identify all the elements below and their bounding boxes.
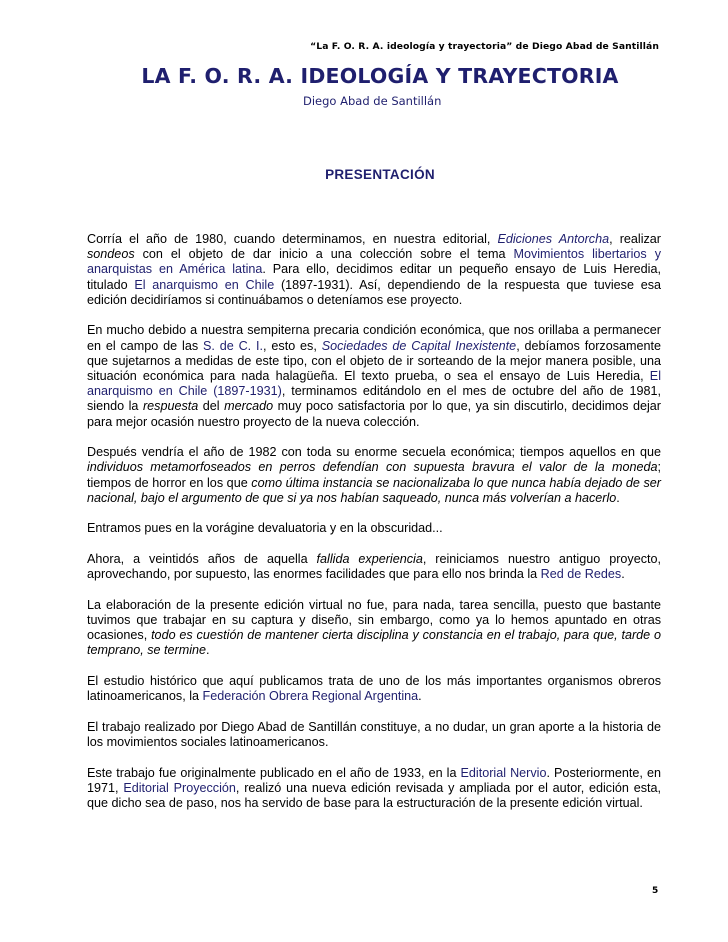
link[interactable]: S. de C. I. (202, 338, 264, 353)
link[interactable]: Federación Obrera Regional Argentina (202, 689, 419, 704)
text-run: ; tiempos de horror en los que (87, 460, 661, 490)
link[interactable]: El anarquismo en Chile (134, 277, 275, 292)
emphasis: mercado (224, 399, 274, 414)
paragraph (87, 598, 661, 659)
text-run: muy poco satisfactoria por lo que, ya sin discutirlo, decidimos dejar para mejor ocasión nuestro proyecto de la nueva colección. (87, 399, 661, 429)
document-title: LA F. O. R. A. IDEOLOGÍA Y TRAYECTORIA (141, 64, 619, 88)
document-author: Diego Abad de Santillán (303, 94, 442, 108)
text-run: Corría el año de 1980, cuando determinamos, en nuestra editorial, (87, 232, 498, 246)
text-run: La elaboración de la presente edición virtual no fue, para nada, tarea sencilla, puesto que bastante tuvimos que trabajar en su captura y diseño, sin embargo, como ya lo hemos apuntado en otras ocasiones, (87, 597, 661, 643)
text-run: El trabajo realizado por Diego Abad de Santillán constituye, a no dudar, un gran aporte a la historia de los movimientos sociales latinoamericanos. (87, 719, 661, 750)
text-run: (1897-1931). Así, dependiendo de la respuesta que tuviese esa edición decidiríamos si continuábamos o deteníamos ese proyecto. (87, 277, 661, 307)
emphasis: como última instancia se nacionalizaba lo que nunca había dejado de ser nacional, bajo el argumento de que si ya nos habían saqueado, nunca más volverían a hacerlo (87, 475, 661, 505)
text-run: . (418, 689, 422, 704)
text-run: , esto es, (263, 338, 322, 353)
text-run: En mucho debido a nuestra sempiterna precaria condición económica, que nos orillaba a permanecer en el campo de las (87, 323, 661, 353)
text-run: , realizó una nueva edición revisada y ampliada por el autor, edición esta, que dicho sea de paso, nos ha servido de base para la estructuración de la presente edición virtual. (87, 780, 661, 811)
running-header: “La F. O. R. A. ideología y trayectoria” de Diego Abad de Santillán (310, 41, 659, 52)
paragraph (87, 552, 661, 582)
text-run: , realizar (609, 232, 661, 246)
link[interactable]: Sociedades de Capital Inexistente (321, 338, 517, 353)
section-heading: PRESENTACIÓN (325, 167, 435, 182)
text-run: con el objeto de dar inicio a una colección sobre el tema (134, 247, 514, 262)
link[interactable]: Ediciones Antorcha (497, 232, 610, 246)
text-run: Ahora, a veintidós años de aquella (87, 552, 317, 567)
link[interactable]: Editorial Proyección (123, 780, 236, 795)
link[interactable]: Movimientos libertarios y anarquistas en América latina (87, 247, 661, 277)
paragraph (87, 720, 661, 750)
emphasis: sondeos (87, 247, 135, 262)
emphasis: individuos metamorfoseados en perros defendían con supuesta bravura el valor de la moneda (87, 460, 658, 475)
paragraph (87, 674, 661, 704)
text-run: Después vendría el año de 1982 con toda su enorme secuela económica; tiempos aquellos en que (87, 445, 661, 460)
text-run: , terminamos editándolo en el mes de octubre del año de 1981, siendo la (87, 384, 661, 414)
text-run: Entramos pues en la vorágine devaluatoria y en la obscuridad... (87, 521, 443, 536)
text-run: . Posteriormente, en 1971, (87, 765, 661, 795)
link[interactable]: Red de Redes (540, 567, 622, 582)
emphasis: respuesta (142, 399, 199, 414)
text-run: . (621, 567, 625, 582)
text-run: , debíamos forzosamente que sujetarnos a medidas de este tipo, con el objeto de ir sorteando de la mejor manera posible, una situación económica para nada halagüeña. El texto prueba, o sea el ensayo de Luis Heredia, (87, 338, 662, 384)
text-run: , reiniciamos nuestro antiguo proyecto, aprovechando, por supuesto, las enormes facilidades que para ello nos brinda la (87, 552, 661, 582)
paragraph (87, 521, 661, 536)
link[interactable]: Editorial Nervio (460, 765, 547, 780)
text-run: . (206, 643, 210, 658)
text-run: . Para ello, decidimos editar un pequeño ensayo de Luis Heredia, titulado (87, 262, 661, 292)
text-run: del (198, 399, 225, 414)
emphasis: fallida experiencia (316, 552, 423, 567)
body-text (87, 232, 661, 827)
text-run: . (616, 490, 620, 505)
paragraph (87, 323, 661, 429)
paragraph (87, 232, 661, 308)
paragraph (87, 766, 661, 812)
link[interactable]: El anarquismo en Chile (1897-1931) (87, 369, 661, 399)
page-number: 5 (652, 886, 659, 896)
text-run: Este trabajo fue originalmente publicado en el año de 1933, en la (87, 765, 461, 780)
paragraph (87, 445, 661, 506)
emphasis: todo es cuestión de mantener cierta disciplina y constancia en el trabajo, para que, tarde o temprano, se termine (87, 628, 661, 658)
text-run: El estudio histórico que aquí publicamos trata de uno de los más importantes organismos obreros latinoamericanos, la (87, 674, 661, 704)
